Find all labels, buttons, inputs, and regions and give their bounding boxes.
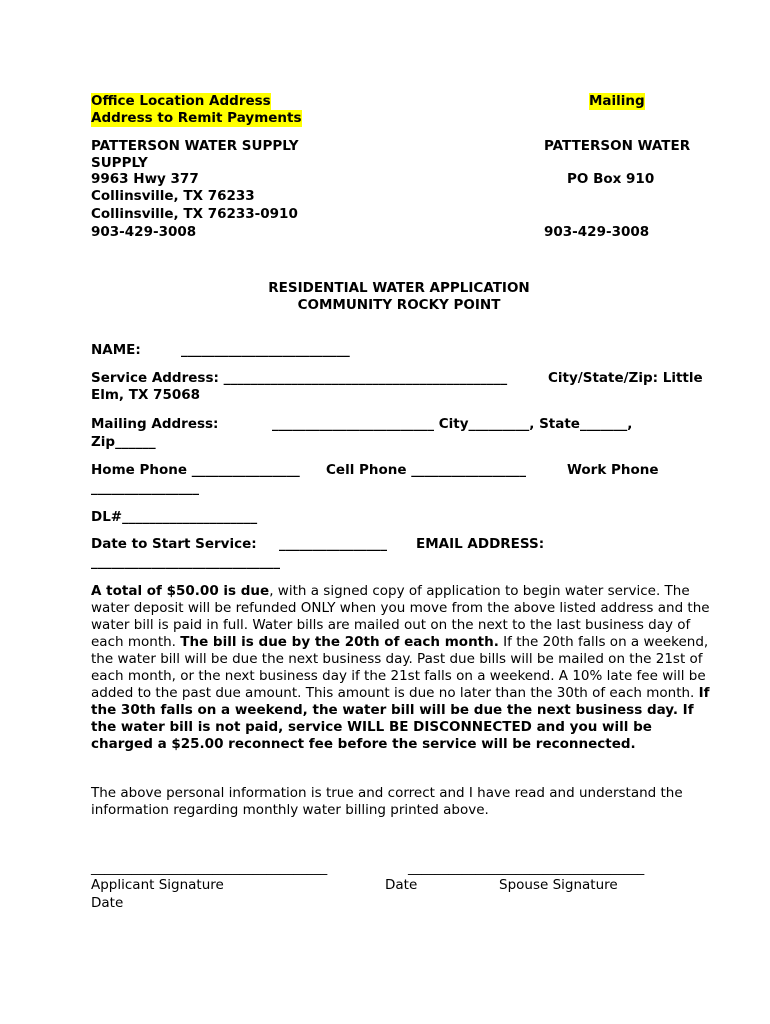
terms-total-due: A total of $50.00 is due (91, 583, 270, 599)
form-title: RESIDENTIAL WATER APPLICATION (268, 280, 530, 296)
remit-payments-label: Address to Remit Payments (91, 110, 302, 126)
cell-phone-field[interactable]: Cell Phone _________________ (326, 462, 527, 478)
email-field[interactable]: ____________________________ (91, 554, 280, 570)
date-label-2: Date (91, 895, 124, 911)
mailing-label: Mailing (589, 93, 645, 109)
city-state-zip-label: City/State/Zip: Little (548, 370, 703, 386)
name-label: NAME: (91, 342, 141, 358)
zip-field[interactable]: Zip______ (91, 434, 156, 450)
date-label: Date (385, 877, 418, 893)
mailing-phone: 903-429-3008 (544, 224, 650, 240)
applicant-signature-line[interactable]: ___________________________________ (91, 860, 328, 876)
terms-text-1: , with a signed copy of application to begin water service. The water deposit will be refunded ONLY when you move from the above listed address and the water bill is paid in full. Water bills are mailed out on the next to the last business day of each month. (91, 583, 710, 650)
spouse-signature-line[interactable]: ___________________________________ (408, 860, 645, 876)
terms-text-2: If the 20th falls on a weekend, the water bill will be due the next business day. Past due bills will be mailed on the 21st of each month, or the next business day if the 21st falls on a weekend. A 10% late fee will be added to the past due amount. This amount is due no later than the 30th of each month. (91, 634, 709, 701)
city-state-zip-value: Elm, TX 75068 (91, 387, 201, 403)
name-field[interactable]: _________________________ (181, 342, 350, 358)
service-address-field[interactable]: __________________________________________ (223, 370, 508, 386)
email-label: EMAIL ADDRESS: (416, 536, 545, 552)
office-phone: 903-429-3008 (91, 224, 197, 240)
work-phone-field[interactable]: ________________ (91, 480, 199, 496)
applicant-signature-label: Applicant Signature (91, 877, 224, 893)
spouse-signature-label: Spouse Signature (499, 877, 618, 893)
terms-paragraph (91, 583, 711, 753)
mailing-po-box: PO Box 910 (567, 171, 655, 187)
office-location-label: Office Location Address (91, 93, 271, 109)
service-address-row (91, 370, 507, 387)
terms-disconnect-notice: If the 30th falls on a weekend, the water bill will be due the next business day. If the water bill is not paid, service WILL BE DISCONNECTED and you will be charged a $25.00 reconnect fee before the service will be reconnected. (91, 685, 710, 752)
dl-field[interactable]: DL#____________________ (91, 509, 258, 525)
office-city-line1: Collinsville, TX 76233 (91, 188, 255, 204)
mailing-name: PATTERSON WATER (544, 138, 691, 154)
service-address-label: Service Address: (91, 370, 224, 386)
work-phone-label: Work Phone (567, 462, 659, 478)
office-city-line2: Collinsville, TX 76233-0910 (91, 206, 298, 222)
terms-bill-due: The bill is due by the 20th of each month. (180, 634, 499, 650)
home-phone-field[interactable]: Home Phone ________________ (91, 462, 300, 478)
form-subtitle: COMMUNITY ROCKY POINT (297, 297, 501, 313)
mailing-address-field[interactable]: ________________________ City_________, State_______, (272, 416, 633, 432)
mailing-address-label: Mailing Address: (91, 416, 219, 432)
certification-text: The above personal information is true and correct and I have read and understand the information regarding monthly water billing printed above. (91, 785, 683, 818)
office-name-line1: PATTERSON WATER SUPPLY (91, 138, 299, 154)
date-start-label: Date to Start Service: (91, 536, 257, 552)
date-start-field[interactable]: ________________ (279, 536, 387, 552)
office-name-line2: SUPPLY (91, 155, 148, 171)
office-street: 9963 Hwy 377 (91, 171, 199, 187)
